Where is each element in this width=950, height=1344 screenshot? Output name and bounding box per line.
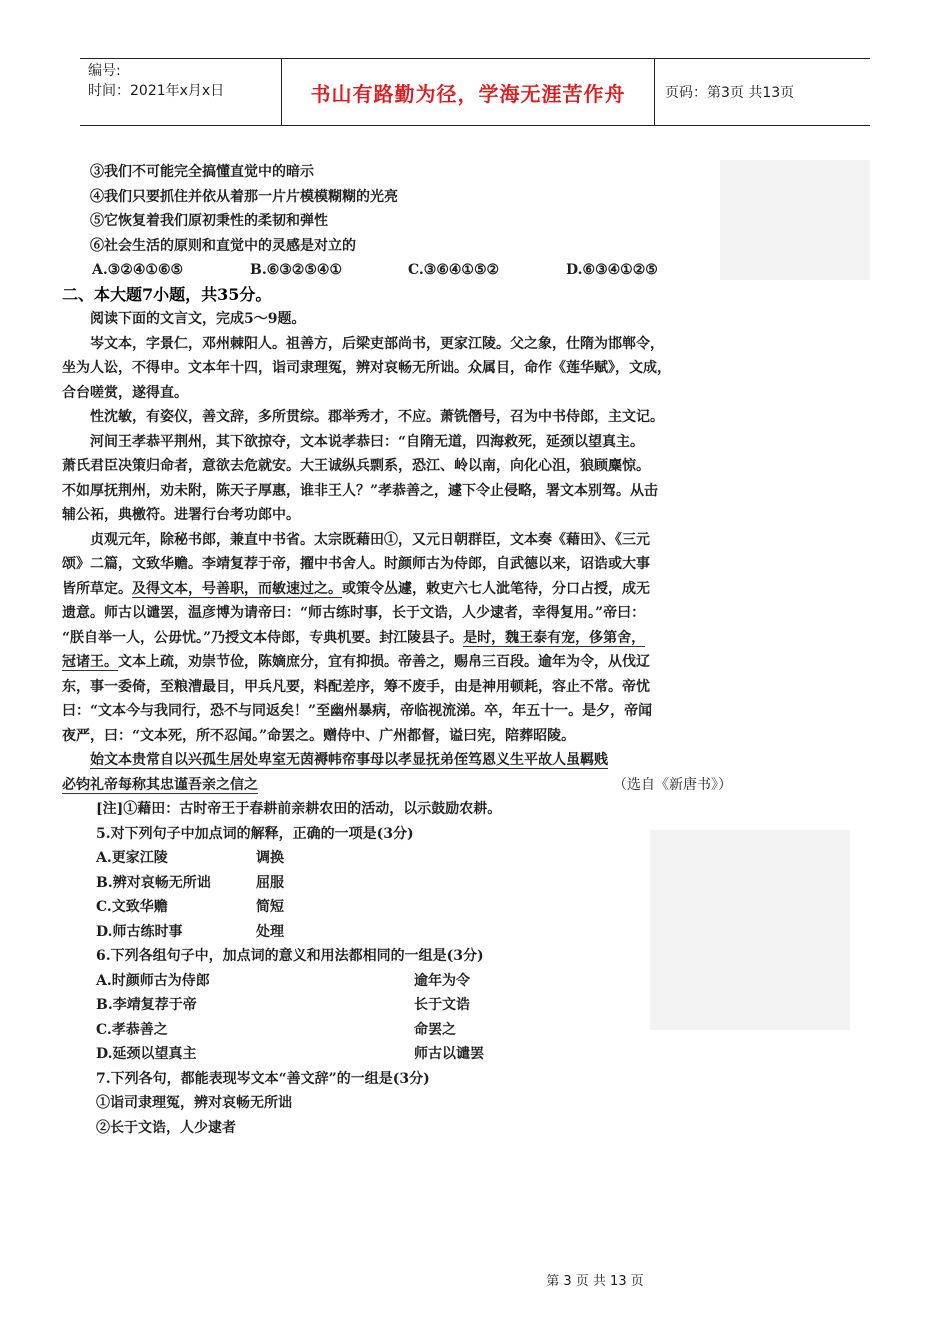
passage-line: 合台嗟赏，遂得直。 — [62, 384, 188, 401]
passage-line: 夜严，曰：“文本死，所不忍闻。”命罢之。赠侍中、广州都督，谥曰宪，陪葬昭陵。 — [62, 727, 576, 744]
q5-option-gloss: 简短 — [256, 899, 284, 915]
passage-segment: “朕自举一人，公毋忧。”乃授文本侍郎，专典机要。封江陵县子。 — [62, 629, 464, 646]
unpunctuated-passage: 必钧礼帝每称其忠谨吾亲之信之 — [62, 776, 258, 793]
option-line-4: ④我们只要抓住并依从着那一片片模模糊糊的光亮 — [90, 188, 398, 205]
page-header — [80, 58, 870, 126]
q6-right: 逾年为令 — [414, 972, 470, 989]
annotation-note: [注]①藉田：古时帝王于春耕前亲耕农田的活动，以示鼓励农耕。 — [96, 801, 502, 817]
option-line-3: ③我们不可能完全搞懂直觉中的暗示 — [90, 164, 314, 180]
question-7: 7.下列各句，都能表现岑文本“善文辞”的一组是(3分) — [96, 1070, 430, 1087]
option-a: A.③②④①⑥⑤ — [92, 262, 184, 278]
passage-line: 萧氏君臣决策归命者，意欲去危就安。大王诚纵兵剽系，恐江、岭以南，向化心沮，狼顾麋惊。 — [62, 458, 650, 474]
passage-line: 不如厚抚荆州，劝未附，陈天子厚惠，谁非王人？”孝恭善之，遽下令止侵略，署文本别驾。从击 — [62, 482, 659, 499]
passage-line: 岑文本，字景仁，邓州棘阳人。祖善方，后梁吏部尚书，更家江陵。父之象，仕隋为邯郸令， — [90, 335, 664, 352]
section-heading: 二、本大题7小题，共35分。 — [62, 284, 272, 304]
q6-option — [62, 1018, 732, 1043]
option-d: D.⑥③④①②⑤ — [566, 262, 658, 278]
q6-option — [62, 993, 732, 1018]
q5-option-gloss: 调换 — [256, 850, 284, 866]
passage-line: 性沈敏，有姿仪，善文辞，多所贯综。郡举秀才，不应。萧铣僭号，召为中书侍郎，主文记。 — [90, 409, 664, 425]
q5-option-text: C.文致华赡 — [96, 899, 168, 915]
question-6: 6.下列各组句子中，加点词的意义和用法都相同的一组是(3分) — [96, 948, 484, 964]
q5-option-gloss: 处理 — [256, 923, 284, 940]
passage-line — [62, 748, 732, 773]
passage-line — [62, 626, 732, 651]
q7-item: ①诣司隶理冤，辨对哀畅无所诎 — [96, 1095, 292, 1111]
q6-left: A.时颜师古为侍郎 — [96, 972, 210, 989]
passage-line: 颂》二篇，文致华赡。李靖复荐于帝，擢中书舍人。时颜师古为侍郎，自武德以来，诏诰或大事 — [62, 556, 650, 572]
q6-left: C.孝恭善之 — [96, 1021, 168, 1038]
q5-option — [62, 920, 732, 945]
reading-intro: 阅读下面的文言文，完成5～9题。 — [90, 311, 306, 327]
passage-segment: 或策令丛遽，敕吏六七人泚笔待，分口占授，成无 — [342, 580, 650, 597]
underlined-sentence: 冠诸王。 — [62, 654, 118, 670]
passage-line: 贞观元年，除秘书郎，兼直中书省。太宗既藉田①，又元日朝群臣，文本奏《藉田》、《三元 — [90, 531, 650, 548]
q6-left: D.延颈以望真主 — [96, 1046, 197, 1062]
passage-line: 河间王孝恭平荆州，其下欲掠夺，文本说孝恭曰：“自隋无道，四海救死，延颈以望真主。 — [90, 433, 645, 450]
q6-left: B.李靖复荐于帝 — [96, 997, 197, 1013]
passage-line — [62, 650, 732, 675]
passage-line: 坐为人讼，不得申。文本年十四，诣司隶理冤，辨对哀畅无所诎。众属目，命作《莲华赋》，文成， — [62, 360, 671, 376]
option-line-5: ⑤它恢复着我们原初秉性的柔韧和弹性 — [90, 213, 328, 229]
q6-right: 师古以谴罢 — [414, 1046, 484, 1062]
header-motto-cell — [282, 59, 655, 125]
passage-segment: 皆所草定。 — [62, 580, 132, 597]
scan-bleed-1 — [720, 160, 870, 280]
time-label: 时间：2021年x月x日 — [88, 83, 225, 99]
passage-line: 遗意。师古以谴罢，温彦博为请帝曰：“师古练时事，长于文诰，人少逮者，幸得复用。”帝曰： — [62, 605, 646, 621]
passage-line: 曰：“文本今与我同行，恐不与同返矣！”至幽州暴病，帝临视流涕。卒，年五十一。是夕，帝闻 — [62, 703, 653, 719]
q5-option-text: A.更家江陵 — [96, 850, 168, 866]
unpunctuated-passage: 始文本贵常自以兴孤生居处卑室无茵褥帏帟事母以孝显抚弟侄笃恩义生平故人虽羁贱 — [90, 752, 608, 768]
motto: 书山有路勤为径，学海无涯苦作舟 — [310, 81, 626, 106]
passage-line: 辅公祏，典檄符。进署行台考功郎中。 — [62, 507, 300, 523]
underlined-sentence: 是时，魏王泰有宠，侈第舍， — [463, 629, 646, 646]
q6-option — [62, 969, 732, 994]
q5-option — [62, 846, 732, 871]
option-c: C.③⑥④①⑤② — [408, 262, 500, 278]
q6-right: 长于文诰 — [414, 997, 470, 1013]
question-5: 5.对下列句子中加点词的解释，正确的一项是(3分) — [96, 825, 414, 842]
passage-segment: 文本上疏，劝崇节俭，陈嫡庶分，宜有抑损。帝善之，赐帛三百段。逾年为令，从伐辽 — [118, 654, 650, 670]
q5-option — [62, 895, 732, 920]
option-line-6: ⑥社会生活的原则和直觉中的灵感是对立的 — [90, 237, 356, 254]
passage-line — [62, 773, 732, 798]
option-b: B.⑥③②⑤④① — [250, 262, 343, 278]
q5-option — [62, 871, 732, 896]
q5-option-text: D.师古练时事 — [96, 923, 183, 940]
underlined-sentence: 及得文本，号善职，而敏速过之。 — [132, 580, 342, 597]
q5-option-text: B.辨对哀畅无所诎 — [96, 874, 211, 891]
q6-right: 命罢之 — [414, 1021, 456, 1038]
header-page-cell — [655, 59, 870, 125]
number-label: 编号: — [88, 63, 121, 79]
passage-line — [62, 577, 732, 602]
q5-option-gloss: 屈服 — [256, 874, 284, 891]
page-footer: 第 3 页 共 13 页 — [546, 1274, 644, 1289]
q4-answer-options — [62, 258, 732, 283]
q7-item: ②长于文诰，人少逮者 — [96, 1119, 236, 1136]
source-citation: （选自《新唐书》） — [613, 776, 732, 793]
scanned-exam-page — [62, 160, 732, 1140]
q6-option — [62, 1042, 732, 1067]
page-label: 页码：第3页 共13页 — [665, 85, 795, 101]
passage-line: 东，事一委倚，至粮漕最目，甲兵凡要，料配差序，筹不废手，由是神用顿耗，容止不常。帝忧 — [62, 678, 650, 695]
header-meta — [80, 59, 282, 125]
